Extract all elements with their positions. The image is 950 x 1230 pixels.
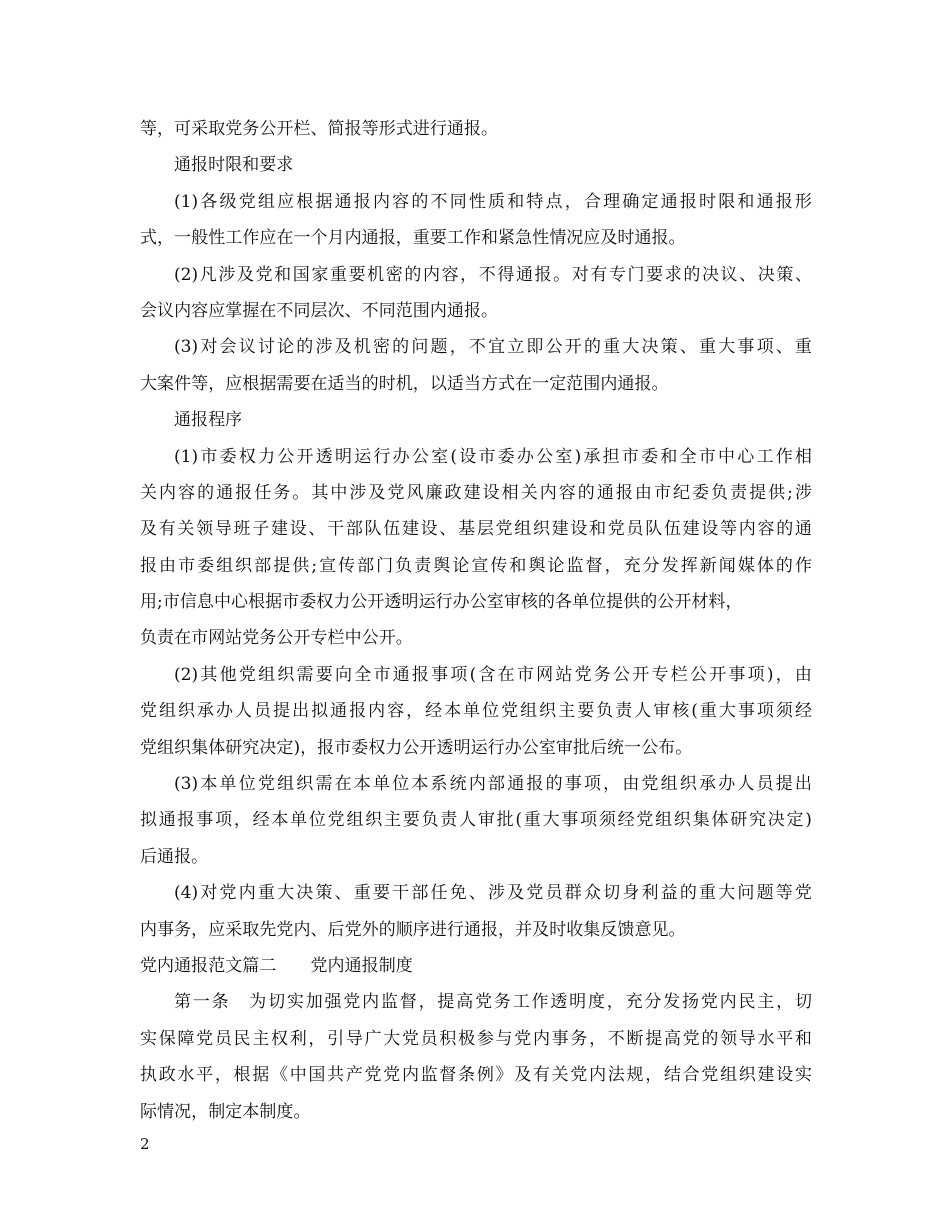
text-line: 等，可采取党务公开栏、简报等形式进行通报。: [140, 119, 499, 139]
text-line: 党组织集体研究决定)，报市委权力公开透明运行办公室审批后统一公布。: [140, 737, 693, 758]
text-line: (2)凡涉及党和国家重要机密的内容，不得通报。对有专门要求的决议、决策、: [174, 264, 812, 285]
section-heading: 通报时限和要求: [174, 155, 294, 176]
text-line: 实保障党员民主权利，引导广大党员积极参与党内事务，不断提高党的领导水平和: [140, 1028, 812, 1049]
page-number: 2: [140, 1135, 150, 1153]
text-line: 内事务，应采取先党内、后党外的顺序进行通报，并及时收集反馈意见。: [140, 919, 686, 940]
text-line: 式，一般性工作应在一个月内通报，重要工作和紧急性情况应及时通报。: [140, 228, 686, 249]
text-line: 报由市委组织部提供;宣传部门负责舆论宣传和舆论监督，充分发挥新闻媒体的作: [140, 555, 812, 576]
text-line: (4)对党内重大决策、重要干部任免、涉及党员群众切身利益的重大问题等党: [174, 883, 812, 904]
text-line: 用;市信息中心根据市委权力公开透明运行办公室审核的各单位提供的公开材料，: [140, 592, 743, 613]
text-line: 第一条 为切实加强党内监督，提高党务工作透明度，充分发扬党内民主，切: [174, 992, 812, 1013]
document-body: [140, 111, 812, 1130]
text-line: (3)本单位党组织需在本单位本系统内部通报的事项，由党组织承办人员提出: [174, 774, 812, 795]
text-line: (1)各级党组应根据通报内容的不同性质和特点，合理确定通报时限和通报形: [174, 191, 812, 212]
text-line: (1)市委权力公开透明运行办公室(设市委办公室)承担市委和全市中心工作相: [174, 446, 812, 467]
text-line: 执政水平，根据《中国共产党党内监督条例》及有关党内法规，结合党组织建设实: [140, 1065, 812, 1086]
text-line: 际情况，制定本制度。: [140, 1101, 311, 1122]
text-line: 大案件等，应根据需要在适当的时机，以适当方式在一定范围内通报。: [140, 373, 669, 394]
section-title: 党内通报范文篇二 党内通报制度: [140, 955, 413, 976]
text-line: 会议内容应掌握在不同层次、不同范围内通报。: [140, 300, 499, 321]
text-line: (3)对会议讨论的涉及机密的问题，不宜立即公开的重大决策、重大事项、重: [174, 337, 812, 358]
text-line: (2)其他党组织需要向全市通报事项(含在市网站党务公开专栏公开事项)，由: [174, 664, 812, 685]
text-line: 关内容的通报任务。其中涉及党风廉政建设相关内容的通报由市纪委负责提供;涉: [140, 482, 812, 503]
text-line: 党组织承办人员提出拟通报内容，经本单位党组织主要负责人审核(重大事项须经: [140, 701, 812, 722]
text-line: 后通报。: [140, 846, 209, 867]
text-line: 负责在市网站党务公开专栏中公开。: [140, 628, 413, 649]
text-line: 及有关领导班子建设、干部队伍建设、基层党组织建设和党员队伍建设等内容的通: [140, 519, 812, 540]
section-heading: 通报程序: [174, 410, 243, 431]
text-line: 拟通报事项，经本单位党组织主要负责人审批(重大事项须经党组织集体研究决定): [140, 810, 812, 831]
